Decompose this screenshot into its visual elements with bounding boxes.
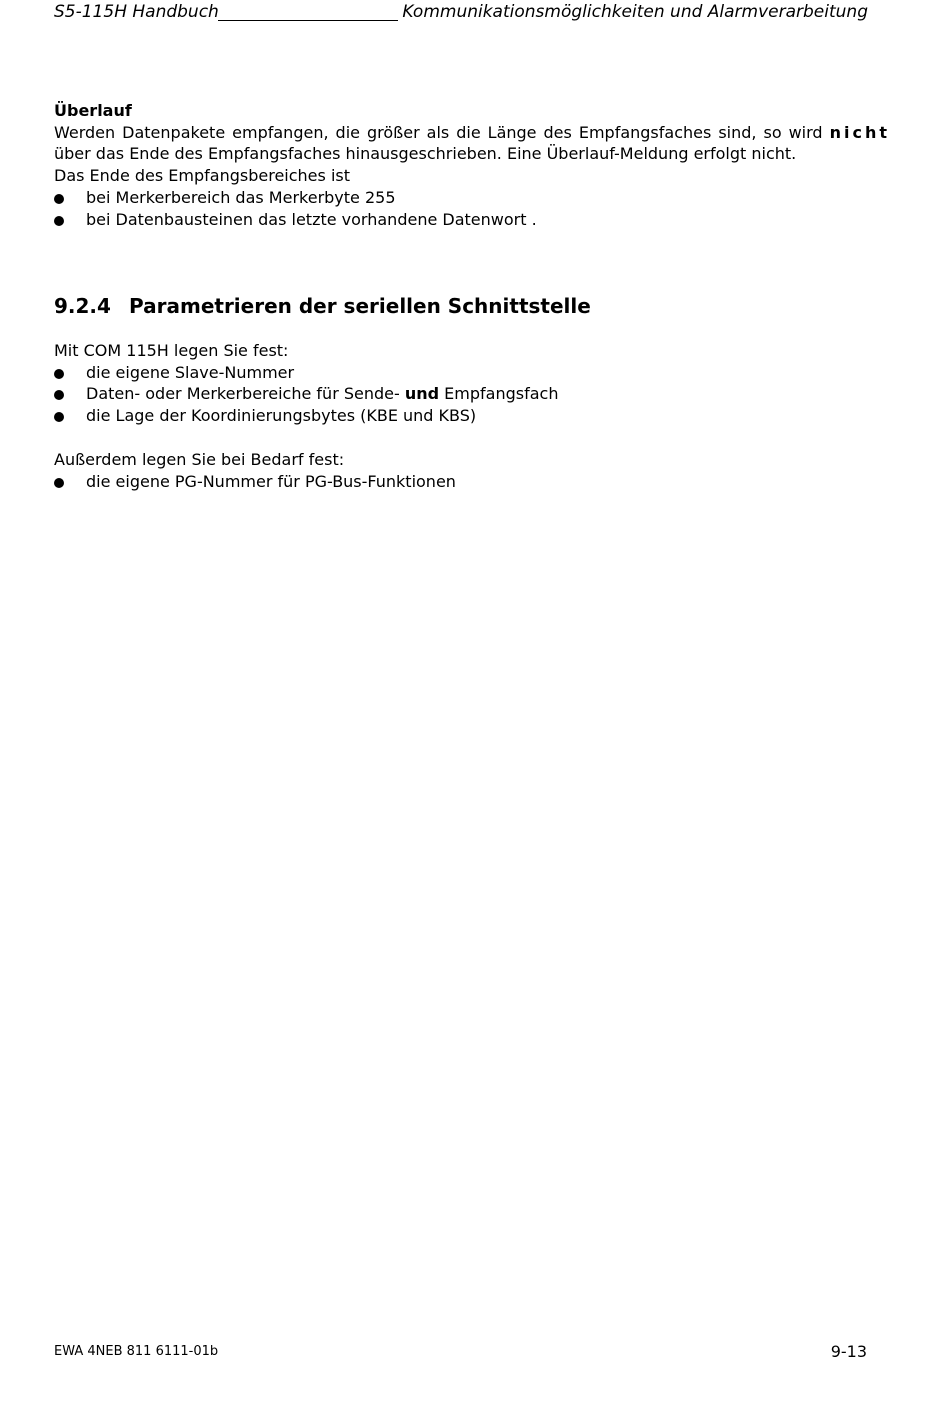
list-item [54, 471, 890, 493]
extra-list [54, 471, 890, 493]
list-item-text: Daten- oder Merkerbereiche für Sende- [86, 384, 405, 404]
header-chapter-title: Kommunikationsmöglichkeiten und Alarmverarbeitung [402, 2, 868, 22]
overflow-list [54, 187, 890, 230]
bullet-icon [54, 194, 64, 204]
list-item-text: Empfangsfach [439, 384, 559, 404]
bullet-icon [54, 369, 64, 379]
list-item [54, 187, 890, 209]
overflow-text-2: über das Ende des Empfangsfaches hinausgeschrieben. Eine Überlauf-Meldung erfolgt nicht. [54, 144, 797, 164]
overflow-emphasis: nicht [829, 122, 890, 142]
com-list [54, 362, 890, 427]
list-item-text: bei Merkerbereich das Merkerbyte 255 [86, 187, 396, 207]
list-item [54, 383, 890, 405]
com-intro: Mit COM 115H legen Sie fest: [54, 341, 289, 360]
extra-section [54, 449, 890, 492]
com-section [54, 340, 890, 427]
list-item-text: die Lage der Koordinierungsbytes (KBE und KBS) [86, 406, 477, 426]
footer-doc-number: EWA 4NEB 811 6111-01b [54, 1344, 219, 1359]
overflow-text-1: Werden Datenpakete empfangen, die größer als die Länge des Empfangsfaches sind, so wird [54, 122, 823, 142]
header-manual-title: S5-115H Handbuch [54, 2, 219, 22]
list-item-text: bei Datenbausteinen das letzte vorhandene Datenwort . [86, 209, 537, 229]
list-item [54, 362, 890, 384]
bullet-icon [54, 478, 64, 488]
page-header [54, 0, 868, 24]
list-item [54, 405, 890, 427]
list-item-text: die eigene Slave-Nummer [86, 362, 295, 382]
list-item-text: die eigene PG-Nummer für PG-Bus-Funktionen [86, 471, 456, 491]
section-number: 9.2.4 [54, 294, 111, 318]
section-title: Parametrieren der seriellen Schnittstelle [129, 294, 591, 318]
header-rule [218, 20, 398, 21]
bullet-icon [54, 390, 64, 400]
bullet-icon [54, 216, 64, 226]
list-item-bold: und [404, 384, 440, 404]
section-heading [54, 292, 591, 320]
overflow-intro: Das Ende des Empfangsbereiches ist [54, 166, 350, 186]
bullet-icon [54, 412, 64, 422]
overflow-paragraph [54, 122, 890, 165]
overflow-section [54, 100, 890, 230]
extra-intro: Außerdem legen Sie bei Bedarf fest: [54, 450, 345, 469]
overflow-heading: Überlauf [54, 101, 132, 120]
footer-page-number: 9-13 [830, 1342, 867, 1361]
list-item [54, 209, 890, 231]
